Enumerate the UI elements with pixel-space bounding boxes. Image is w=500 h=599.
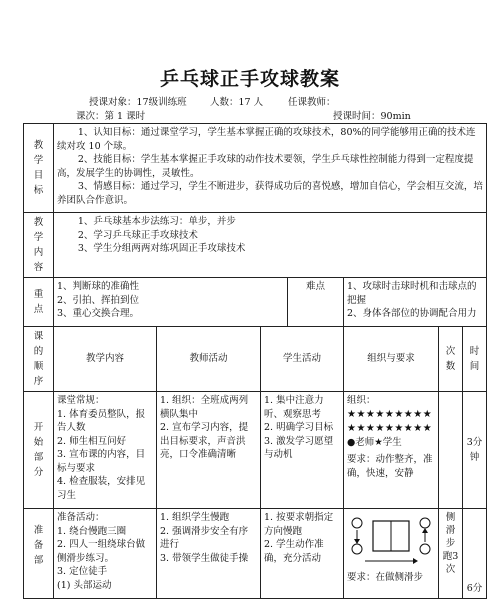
header-order: 课 的 顺 序 — [24, 327, 54, 392]
prep-content-item: 2. 四人一组绕球台做侧滑步练习。 — [57, 539, 146, 564]
content-row — [24, 213, 487, 278]
start-content-item: 1. 体育委员整队，报告人数 — [57, 408, 146, 433]
prep-content: 准备活动： 1. 绕台慢跑三圈 2. 四人一组绕球台做侧滑步练习。 3. 定位徒手 (1) 头部运动 — [54, 509, 157, 599]
start-content-item: 2. 师生相互问好 — [57, 435, 127, 447]
player-face-icon — [352, 518, 362, 528]
content-item: 3、学生分组两两对练巩固正手攻球技术 — [77, 243, 246, 254]
focus-item: 3、重心交换合理。 — [57, 308, 140, 319]
goal-affective: 3、情感目标：通过学习，学生不断进步，获得成功后的喜悦感，增加自信心，学会相互交流，培养团队合作意识。 — [57, 181, 483, 206]
prep-org-requirement: 要求：在做侧滑步 — [347, 572, 424, 583]
info-teacher: 任课教师： — [288, 97, 336, 108]
focus-item: 1、判断球的准确性 — [57, 281, 140, 292]
goals-label: 教 学 目 标 — [24, 124, 54, 213]
start-teacher-item: 2. 宣布学习内容，提出目标要求，声音洪亮，口令准确清晰 — [160, 422, 249, 460]
focus-cell — [54, 278, 288, 327]
info-target: 授课对象：17级训练班 — [89, 97, 187, 108]
arrow-head — [354, 539, 360, 544]
prep-org — [344, 509, 439, 599]
prep-student — [261, 509, 344, 599]
student-stars-row: ★★★★★★★★★ — [347, 422, 433, 434]
goals-row — [24, 124, 487, 213]
header-duration: 时 间 — [463, 327, 487, 392]
prep-student-item: 1. 按要求朝指定方向慢跑 — [264, 512, 334, 537]
info-time: 授课时间：90min — [333, 111, 411, 122]
start-times — [439, 392, 463, 509]
lesson-plan-table — [23, 123, 487, 599]
content-item: 1、乒乓球基本步法练习：单步，并步 — [77, 216, 236, 227]
start-student-item: 2. 明确学习目标 — [264, 422, 334, 433]
player-face-icon — [420, 544, 430, 554]
difficulty-label: 难点 — [288, 278, 344, 327]
prep-student-item: 2. 学生动作准确，充分活动 — [264, 539, 324, 564]
org-legend: ●老师★学生 — [347, 436, 402, 448]
header-org: 组织与要求 — [344, 327, 439, 392]
start-content: 课堂常规： 1. 体育委员整队，报告人数 2. 师生相互问好 3. 宣布课的内容，目标与要求 4. 检查服装，安排见习生 — [54, 392, 157, 509]
goal-cognitive: 1、认知目标：通过课堂学习，学生基本掌握正确的攻球技术，80%的同学能够用正确的技术连续对攻 10 个球。 — [57, 127, 476, 152]
start-label: 开 始 部 分 — [24, 392, 54, 509]
prep-teacher-item: 2. 强调滑步安全有序进行 — [160, 525, 249, 550]
arrow-head — [413, 558, 418, 564]
header-student: 学生活动 — [261, 327, 344, 392]
start-org-requirement: 要求：动作整齐，准确，快速，安静 — [347, 454, 433, 479]
prep-duration: 6分 — [463, 509, 487, 599]
goals-cell — [54, 124, 487, 213]
prep-teacher-item: 3. 带领学生做徒手操 — [160, 552, 249, 564]
info-count: 人数：17 人 — [210, 97, 264, 108]
focus-item: 2、引拍、挥拍到位 — [57, 294, 140, 306]
header-times: 次 数 — [439, 327, 463, 392]
difficulty-item: 1、攻球时击球时机和击球点的把握 — [347, 281, 477, 306]
section-header-row — [24, 327, 487, 392]
start-duration: 3分钟 — [463, 392, 487, 509]
page-title: 乒乓球正手攻球教案 — [159, 68, 340, 90]
difficulty-item: 2、身体各部位的协调配合用力 — [347, 308, 477, 319]
header-teacher: 教师活动 — [157, 327, 261, 392]
start-teacher-item: 1. 组织：全班成两列横队集中 — [160, 395, 249, 420]
table-tennis-diagram — [347, 513, 435, 571]
prep-content-item: (1) 头部运动 — [57, 579, 112, 591]
content-cell — [54, 213, 487, 278]
content-item: 2、学习乒乓球正手攻球技术 — [77, 229, 198, 241]
start-student — [261, 392, 344, 509]
prep-times: 侧滑步跑3次 — [439, 509, 463, 599]
difficulty-cell — [344, 278, 487, 327]
focus-label: 重 点 — [24, 278, 54, 327]
info-lesson: 课次：第 1 课时 — [76, 111, 146, 122]
player-face-icon — [420, 518, 430, 528]
start-student-item: 3. 激发学习愿望与动机 — [264, 435, 334, 460]
start-student-item: 1. 集中注意力听、观察思考 — [264, 395, 324, 420]
header-content: 教学内容 — [54, 327, 157, 392]
start-content-item: 3. 宣布课的内容，目标与要求 — [57, 449, 146, 474]
focus-row — [24, 278, 487, 327]
prep-label: 准 备 部 — [24, 509, 54, 599]
prep-content-item: 1. 绕台慢跑三圈 — [57, 525, 127, 537]
goal-skill: 2、技能目标：学生基本掌握正手攻球的动作技术要领，学生乒乓球性控制能力得到一定程度提高，发展学生的协调性，灵敏性。 — [57, 154, 474, 179]
start-content-item: 4. 检查服装，安排见习生 — [57, 476, 146, 501]
player-face-icon — [352, 544, 362, 554]
arrow-head — [422, 528, 428, 533]
start-org: 组织： ★★★★★★★★★ ★★★★★★★★★ ●老师★学生 要求：动作整齐，准确，快速，安静 — [344, 392, 439, 509]
start-teacher — [157, 392, 261, 509]
prep-teacher — [157, 509, 261, 599]
start-row — [24, 392, 487, 509]
prep-row — [24, 509, 487, 599]
prep-content-item: 3. 定位徒手 — [57, 566, 108, 577]
content-label: 教 学 内 容 — [24, 213, 54, 278]
student-stars-row: ★★★★★★★★★ — [347, 408, 433, 420]
prep-teacher-item: 1. 组织学生慢跑 — [160, 512, 230, 523]
